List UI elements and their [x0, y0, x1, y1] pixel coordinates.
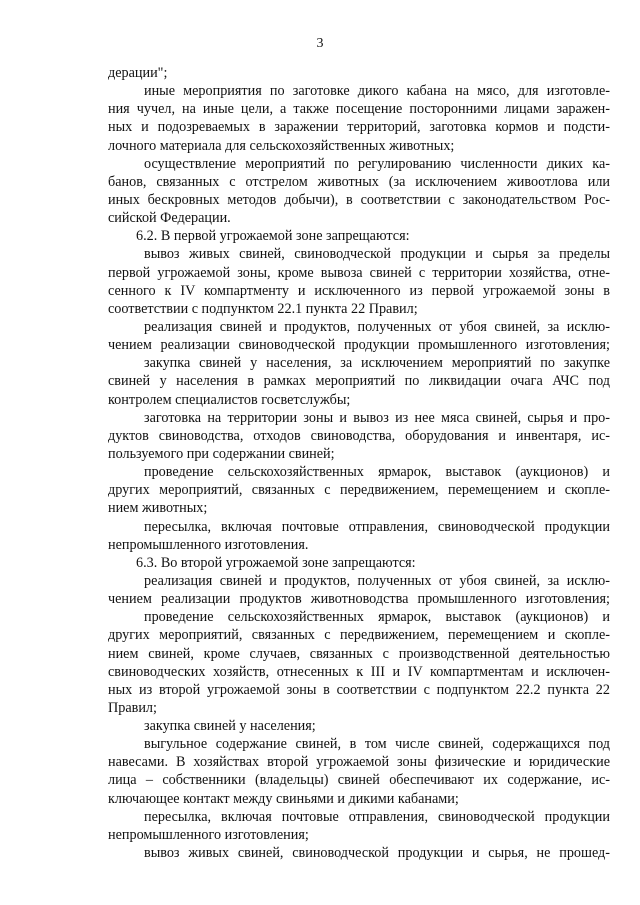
text-line: ных и подозреваемых в заражении территорий, заготовка кормов и подсти- — [108, 119, 610, 136]
text-line: чением реализации продуктов животноводства промышленного изготовления; — [108, 591, 610, 608]
text-line: свиней у населения в рамках мероприятий по ликвидации очага АЧС под — [108, 373, 610, 390]
text-line: нием свиней, кроме случаев, связанных с производственной деятельностью — [108, 645, 610, 662]
text-line: нием животных; — [108, 500, 208, 517]
text-line: ния чучел, на иные цели, а также посещение посторонними лицами заражен- — [108, 101, 610, 118]
text-line: лица – собственники (владельцы) свиней обеспечивают их содержание, ис- — [108, 772, 610, 789]
text-line: иных бескровных методов добычи), в соответствии с законодательством Рос- — [108, 191, 610, 208]
text-line: ных из второй угрожаемой зоны в соответствии с подпунктом 22.2 пункта 22 — [108, 681, 610, 698]
text-line: закупка свиней у населения; — [144, 718, 316, 735]
text-line: проведение сельскохозяйственных ярмарок, выставок (аукционов) и — [144, 609, 610, 626]
text-line: Правил; — [108, 699, 157, 716]
text-line: реализация свиней и продуктов, полученных от убоя свиней, за исклю- — [144, 572, 610, 589]
text-line: реализация свиней и продуктов, полученных от убоя свиней, за исклю- — [144, 318, 610, 335]
text-line: пересылка, включая почтовые отправления, свиноводческой продукции — [144, 518, 610, 535]
text-line: дуктов свиноводства, отходов свиноводства, оборудования и инвентаря, ис- — [108, 427, 610, 444]
text-line: вывоз живых свиней, свиноводческой продукции и сырья за пределы — [144, 246, 610, 263]
text-line: проведение сельскохозяйственных ярмарок, выставок (аукционов) и — [144, 464, 610, 481]
text-line: выгульное содержание свиней, в том числе свиней, содержащихся под — [144, 736, 610, 753]
text-line: пользуемого при содержании свиней; — [108, 445, 335, 462]
text-line: дерации"; — [108, 65, 168, 81]
text-line: иные мероприятия по заготовке дикого кабана на мясо, для изготовле- — [144, 83, 610, 100]
text-line: свиноводческих хозяйств, отнесенных к III и IV компартментам и исключен- — [108, 663, 610, 680]
text-line: навесами. В хозяйствах второй угрожаемой зоны физические и юридические — [108, 754, 610, 771]
text-line: сийской Федерации. — [108, 210, 231, 227]
text-line: 6.3. Во второй угрожаемой зоне запрещаются: — [136, 554, 416, 571]
text-line: осуществление мероприятий по регулированию численности диких ка- — [144, 155, 610, 172]
document-body — [108, 64, 610, 862]
text-line: чением реализации свиноводческой продукции промышленного изготовления; — [108, 337, 610, 354]
text-line: контролем специалистов госветслужбы; — [108, 391, 351, 408]
text-line: пересылка, включая почтовые отправления, свиноводческой продукции — [144, 808, 610, 825]
text-line: сенного к IV компартменту и исключенного из первой угрожаемой зоны в — [108, 282, 610, 299]
text-line: непромышленного изготовления; — [108, 826, 309, 843]
text-line: других мероприятий, связанных с передвижением, перемещением и скопле- — [108, 627, 610, 644]
text-line: других мероприятий, связанных с передвижением, перемещением и скопле- — [108, 482, 610, 499]
text-line: непромышленного изготовления. — [108, 536, 309, 553]
text-line: соответствии с подпунктом 22.1 пункта 22 Правил; — [108, 300, 418, 317]
text-line: заготовка на территории зоны и вывоз из нее мяса свиней, сырья и про- — [144, 409, 610, 426]
text-line: 6.2. В первой угрожаемой зоне запрещаются: — [136, 228, 410, 245]
text-line: ключающее контакт между свиньями и дикими кабанами; — [108, 790, 459, 807]
text-line: первой угрожаемой зоны, кроме вывоза свиней с территории хозяйства, отне- — [108, 264, 610, 281]
text-line: лочного материала для сельскохозяйственных животных; — [108, 137, 455, 154]
text-line: закупка свиней у населения, за исключением мероприятий по закупке — [144, 355, 610, 372]
text-line: банов, связанных с отстрелом животных (за исключением живоотлова или — [108, 173, 610, 190]
page-number: 3 — [316, 36, 324, 51]
text-line: вывоз живых свиней, свиноводческой продукции и сырья, не прошед- — [144, 845, 610, 862]
